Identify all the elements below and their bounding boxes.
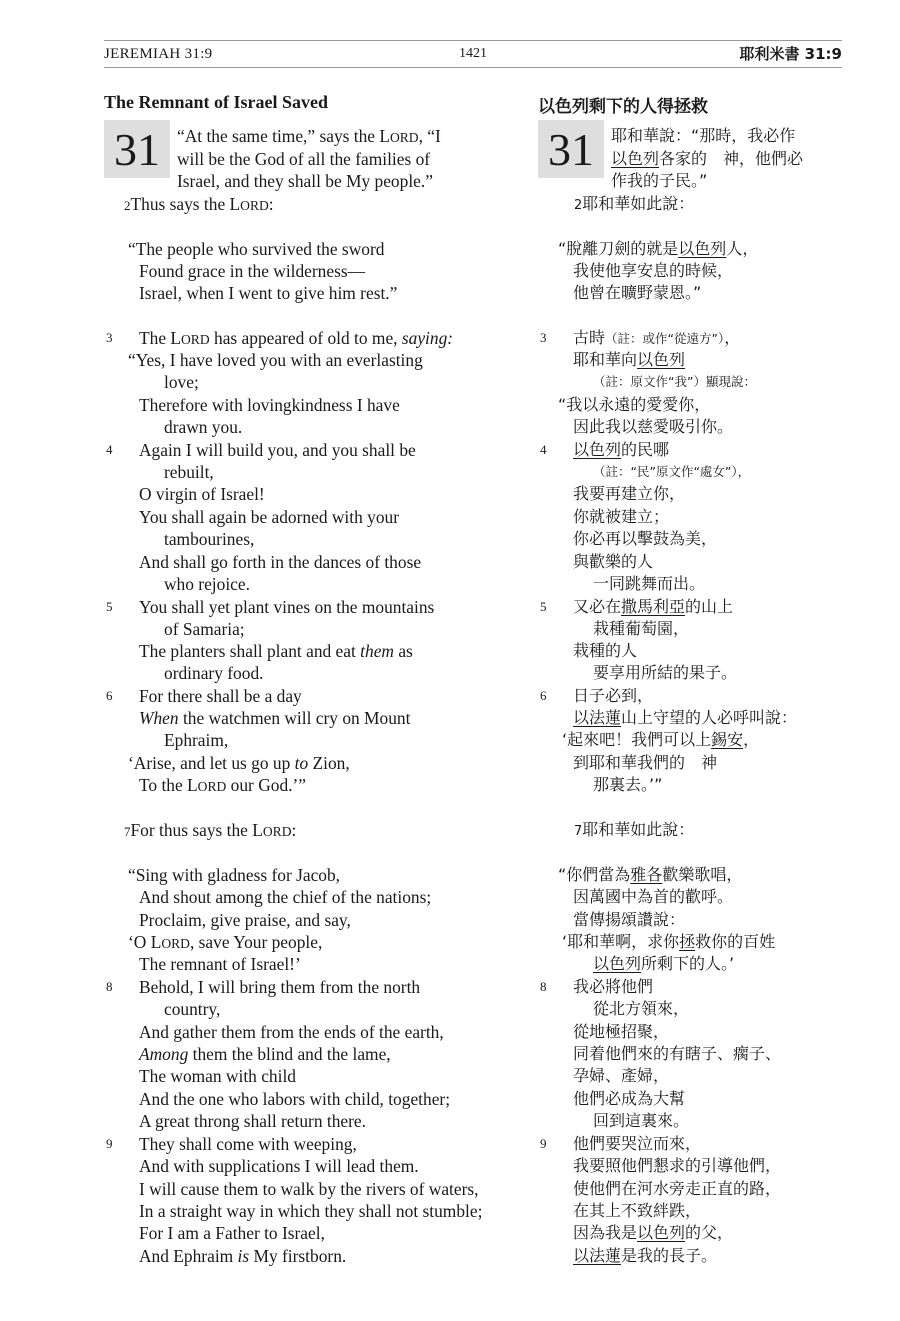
chinese-line: 我使他享安息的時候， xyxy=(573,261,734,280)
chinese-verse-number: 3 xyxy=(540,330,547,345)
chinese-line: 以法蓮山上守望的人必呼叫說： xyxy=(573,708,798,727)
chinese-line: 從北方領來， xyxy=(593,999,690,1018)
english-line: country, xyxy=(164,999,221,1019)
chinese-line: ‘耶和華啊，求你拯救你的百姓 xyxy=(562,932,776,951)
english-line: ‘Arise, and let us go up to Zion, xyxy=(128,753,350,773)
english-line: A great throng shall return there. xyxy=(139,1111,366,1131)
chinese-line: 你必再以擊鼓為美， xyxy=(573,529,718,548)
chinese-line: 他曾在曠野蒙恩。” xyxy=(573,283,702,302)
verse-number: 7 xyxy=(124,824,131,839)
chinese-line: 要享用所結的果子。 xyxy=(593,663,738,682)
english-line: Proclaim, give praise, and say, xyxy=(139,910,351,930)
chinese-verse-number: 4 xyxy=(540,442,547,457)
chinese-verse-number: 9 xyxy=(540,1136,547,1151)
chinese-line: 使他們在河水旁走正直的路， xyxy=(573,1179,782,1198)
chinese-line: 栽種的人 xyxy=(573,641,638,660)
verse-number: 2 xyxy=(574,198,583,213)
chinese-line: （註：原文作“我”）顯現說： xyxy=(593,374,756,389)
verse-number: 7 xyxy=(574,824,583,839)
chinese-line: 因此我以慈愛吸引你。 xyxy=(573,417,734,436)
english-line: Israel, and they shall be My people.” xyxy=(177,171,433,191)
english-line: And with supplications I will lead them. xyxy=(139,1156,419,1176)
chinese-line: 因萬國中為首的歡呼。 xyxy=(573,887,734,906)
chinese-line: 7耶和華如此說： xyxy=(574,820,695,839)
english-line: You shall yet plant vines on the mountains xyxy=(139,597,435,617)
section-heading-en: The Remnant of Israel Saved xyxy=(104,92,328,112)
chinese-verse-number: 8 xyxy=(540,979,547,994)
english-line: rebuilt, xyxy=(164,462,214,482)
english-verse-number: 6 xyxy=(106,688,113,703)
chinese-line: 我要再建立你， xyxy=(573,484,686,503)
english-line: drawn you. xyxy=(164,417,243,437)
chinese-line: 耶和華向以色列 xyxy=(573,350,686,369)
chinese-line: 作我的子民。” xyxy=(611,171,708,190)
chinese-line: 一同跳舞而出。 xyxy=(593,574,706,593)
english-line: “The people who survived the sword xyxy=(128,239,385,259)
english-line: And gather them from the ends of the earth, xyxy=(139,1022,444,1042)
english-verse-number: 9 xyxy=(106,1136,113,1151)
english-line: “At the same time,” says the LORD, “I xyxy=(177,126,441,146)
chinese-verse-number: 5 xyxy=(540,599,547,614)
chinese-line: 以色列所剩下的人。’ xyxy=(593,954,735,973)
page-number: 1421 xyxy=(459,46,487,61)
chinese-verse-number: 6 xyxy=(540,688,547,703)
english-line: “Sing with gladness for Jacob, xyxy=(128,865,341,885)
english-line: of Samaria; xyxy=(164,619,245,639)
english-line: For there shall be a day xyxy=(139,686,302,706)
english-line: The planters shall plant and eat them as xyxy=(139,641,413,661)
chinese-line: 日子必到， xyxy=(573,686,654,705)
english-line: The remnant of Israel!’ xyxy=(139,954,301,974)
english-line: love; xyxy=(164,372,199,392)
english-line: In a straight way in which they shall not stumble; xyxy=(139,1201,483,1221)
chinese-line: （註：“民”原文作“處女”）， xyxy=(593,464,751,479)
chinese-line: 耶和華說：“那時，我必作 xyxy=(611,126,796,145)
header-book-chapter-en: JEREMIAH 31:9 xyxy=(104,46,213,62)
chinese-line: ‘起來吧！我們可以上錫安， xyxy=(562,730,760,749)
chinese-line: 古時（註：或作“從遠方”）， xyxy=(573,328,741,347)
english-line: The LORD has appeared of old to me, saying: xyxy=(139,328,454,348)
english-line: ‘O LORD, save Your people, xyxy=(128,932,323,952)
header-book-chapter-zh: 耶利米書 31:9 xyxy=(739,45,842,63)
english-line: You shall again be adorned with your xyxy=(139,507,400,527)
english-line: “Yes, I have loved you with an everlasting xyxy=(128,350,423,370)
running-header xyxy=(104,40,842,68)
english-line: 7For thus says the LORD: xyxy=(124,820,297,840)
section-heading-zh: 以色列剩下的人得拯救 xyxy=(538,97,708,117)
chinese-line: 與歡樂的人 xyxy=(573,552,654,571)
english-verse-number: 4 xyxy=(106,442,113,457)
chinese-line: “脫離刀劍的就是以色列人， xyxy=(558,239,759,258)
chinese-line: 以法蓮是我的長子。 xyxy=(573,1246,718,1265)
english-line: And the one who labors with child, together; xyxy=(139,1089,451,1109)
chinese-line: 他們要哭泣而來， xyxy=(573,1134,702,1153)
chinese-line: 當傳揚頌讚說： xyxy=(573,910,686,929)
english-line: O virgin of Israel! xyxy=(139,484,265,504)
chinese-line: 從地極招聚， xyxy=(573,1022,670,1041)
chinese-line: 那裏去。’” xyxy=(593,775,663,794)
chapter-number-zh: 31 xyxy=(538,120,604,178)
english-line: tambourines, xyxy=(164,529,255,549)
chinese-line: 2耶和華如此說： xyxy=(574,194,695,213)
chinese-line: 到耶和華我們的 神 xyxy=(573,753,718,772)
english-line: I will cause them to walk by the rivers of waters, xyxy=(139,1179,479,1199)
chinese-line: 我必將他們 xyxy=(573,977,654,996)
english-verse-number: 8 xyxy=(106,979,113,994)
chinese-line: “我以永遠的愛愛你， xyxy=(558,395,711,414)
english-line: Behold, I will bring them from the north xyxy=(139,977,421,997)
chinese-line: 我要照他們懇求的引導他們， xyxy=(573,1156,782,1175)
english-line: will be the God of all the families of xyxy=(177,149,431,169)
english-line: The woman with child xyxy=(139,1066,296,1086)
english-verse-number: 5 xyxy=(106,599,113,614)
english-line: Israel, when I went to give him rest.” xyxy=(139,283,398,303)
chinese-line: 因為我是以色列的父， xyxy=(573,1223,734,1242)
english-line: ordinary food. xyxy=(164,663,264,683)
english-line: Ephraim, xyxy=(164,730,229,750)
chinese-line: 回到這裏來。 xyxy=(593,1111,690,1130)
english-line: 2Thus says the LORD: xyxy=(124,194,274,214)
english-line: To the LORD our God.’” xyxy=(139,775,306,795)
chinese-line: 以色列的民哪 xyxy=(573,440,670,459)
chinese-line: 以色列各家的 神，他們必 xyxy=(611,149,804,168)
english-line: And shall go forth in the dances of those xyxy=(139,552,422,572)
chinese-line: “你們當為雅各歡樂歌唱， xyxy=(558,865,743,884)
chinese-line: 栽種葡萄園， xyxy=(593,619,690,638)
english-line: Therefore with lovingkindness I have xyxy=(139,395,400,415)
english-line: Found grace in the wilderness— xyxy=(139,261,366,281)
chinese-line: 又必在撒馬利亞的山上 xyxy=(573,597,734,616)
chapter-number-en: 31 xyxy=(104,120,170,178)
english-line: Among them the blind and the lame, xyxy=(139,1044,391,1064)
english-line: who rejoice. xyxy=(164,574,250,594)
english-verse-number: 3 xyxy=(106,330,113,345)
english-line: And shout among the chief of the nations; xyxy=(139,887,432,907)
chinese-line: 孕婦、產婦， xyxy=(573,1066,670,1085)
chinese-line: 在其上不致絆跌， xyxy=(573,1201,702,1220)
chinese-line: 同着他們來的有瞎子、瘸子、 xyxy=(573,1044,782,1063)
verse-number: 2 xyxy=(124,198,131,213)
english-line: And Ephraim is My firstborn. xyxy=(139,1246,347,1266)
english-line: Again I will build you, and you shall be xyxy=(139,440,416,460)
chinese-line: 你就被建立； xyxy=(573,507,670,526)
english-line: For I am a Father to Israel, xyxy=(139,1223,325,1243)
english-line: They shall come with weeping, xyxy=(139,1134,357,1154)
english-line: When the watchmen will cry on Mount xyxy=(139,708,411,728)
chinese-line: 他們必成為大幫 xyxy=(573,1089,686,1108)
